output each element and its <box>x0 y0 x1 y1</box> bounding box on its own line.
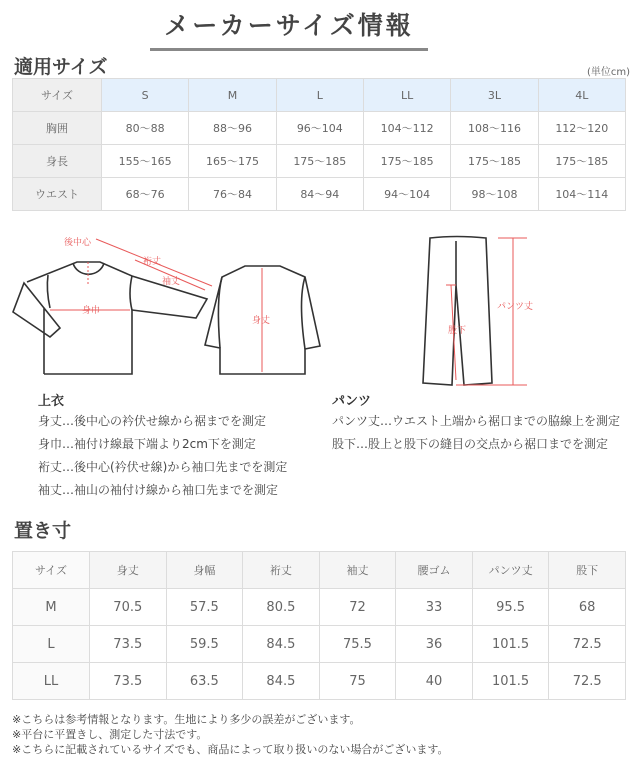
tops-line: 身丈…後中心の衿伏せ線から裾までを測定 <box>38 414 267 428</box>
row-label: LL <box>13 663 90 700</box>
header-cell: 3L <box>451 79 538 112</box>
table-cell: 84.5 <box>243 663 320 700</box>
notes <box>12 712 448 757</box>
applicable-size-table <box>12 78 626 211</box>
header-cell: 身丈 <box>90 552 167 589</box>
pants-line: パンツ丈…ウエスト上端から裾口までの脇線上を測定 <box>332 414 621 428</box>
row-label: ウエスト <box>13 178 102 211</box>
table-cell: 57.5 <box>166 589 243 626</box>
table-cell: 80.5 <box>243 589 320 626</box>
shirt-diagram <box>0 220 330 390</box>
table-header-row <box>13 79 626 112</box>
table-row <box>13 626 626 663</box>
table-cell: 95.5 <box>472 589 549 626</box>
header-cell: S <box>102 79 189 112</box>
header-cell: L <box>276 79 363 112</box>
row-label: 身長 <box>13 145 102 178</box>
table-row <box>13 145 626 178</box>
header-cell: M <box>189 79 276 112</box>
table-cell: 175〜185 <box>451 145 538 178</box>
header-cell: 身幅 <box>166 552 243 589</box>
table-cell: 68 <box>549 589 626 626</box>
header-cell: 裄丈 <box>243 552 320 589</box>
table-cell: 72 <box>319 589 396 626</box>
table-cell: 108〜116 <box>451 112 538 145</box>
tops-description <box>38 410 287 502</box>
table-row <box>13 112 626 145</box>
table-row <box>13 663 626 700</box>
table-cell: 40 <box>396 663 473 700</box>
table-header-row <box>13 552 626 589</box>
pants-diagram <box>380 225 560 395</box>
table-cell: 73.5 <box>90 626 167 663</box>
table-cell: 72.5 <box>549 626 626 663</box>
flat-size-table <box>12 551 626 700</box>
table-cell: 63.5 <box>166 663 243 700</box>
row-label: M <box>13 589 90 626</box>
pants-description <box>332 410 620 456</box>
header-cell: サイズ <box>13 552 90 589</box>
tops-heading: 上衣 <box>38 394 65 409</box>
unit-label: (単位cm) <box>586 67 630 78</box>
table-cell: 175〜185 <box>538 145 625 178</box>
table-cell: 75 <box>319 663 396 700</box>
page-title: メーカーサイズ情報 <box>150 6 428 51</box>
header-cell: 4L <box>538 79 625 112</box>
table-cell: 36 <box>396 626 473 663</box>
table-cell: 175〜185 <box>276 145 363 178</box>
table-cell: 165〜175 <box>189 145 276 178</box>
note-line: ※こちらは参考情報となります。生地により多少の誤差がございます。 <box>12 713 361 726</box>
table-cell: 104〜114 <box>538 178 625 211</box>
table-cell: 75.5 <box>319 626 396 663</box>
header-cell: 腰ゴム <box>396 552 473 589</box>
header-cell: サイズ <box>13 79 102 112</box>
table-row <box>13 589 626 626</box>
table-cell: 68〜76 <box>102 178 189 211</box>
header-cell: 股下 <box>549 552 626 589</box>
mihaba-label: 身巾 <box>82 306 101 316</box>
table-cell: 94〜104 <box>363 178 450 211</box>
table-cell: 76〜84 <box>189 178 276 211</box>
table-cell: 101.5 <box>472 663 549 700</box>
note-line: ※平台に平置きし、測定した寸法です。 <box>12 728 208 741</box>
yuki-label: 裄丈 <box>143 257 162 267</box>
tops-line: 身巾…袖付け線最下端より2cm下を測定 <box>38 437 256 451</box>
table-cell: 84.5 <box>243 626 320 663</box>
inseam-label: 股下 <box>448 326 467 336</box>
table-cell: 80〜88 <box>102 112 189 145</box>
note-line: ※こちらに記載されているサイズでも、商品によって取り扱いのない場合がございます。 <box>12 743 449 756</box>
table-cell: 70.5 <box>90 589 167 626</box>
pants-line: 股下…股上と股下の縫目の交点から裾口までを測定 <box>332 437 609 451</box>
table-cell: 96〜104 <box>276 112 363 145</box>
table-cell: 72.5 <box>549 663 626 700</box>
table-cell: 33 <box>396 589 473 626</box>
table-cell: 88〜96 <box>189 112 276 145</box>
sode-label: 袖丈 <box>162 277 181 287</box>
table-cell: 98〜108 <box>451 178 538 211</box>
tops-line: 袖丈…袖山の袖付け線から袖口先までを測定 <box>38 483 279 497</box>
table-cell: 84〜94 <box>276 178 363 211</box>
table-row <box>13 178 626 211</box>
row-label: 胸囲 <box>13 112 102 145</box>
header-cell: パンツ丈 <box>472 552 549 589</box>
flat-size-title: 置き寸 <box>14 520 72 542</box>
table-cell: 175〜185 <box>363 145 450 178</box>
applicable-size-title: 適用サイズ <box>14 56 108 78</box>
table-cell: 59.5 <box>166 626 243 663</box>
mitake-label: 身丈 <box>252 316 271 326</box>
table-cell: 101.5 <box>472 626 549 663</box>
tops-line: 裄丈…後中心(衿伏せ線)から袖口先までを測定 <box>38 460 288 474</box>
table-cell: 104〜112 <box>363 112 450 145</box>
pants-heading: パンツ <box>332 394 372 409</box>
back-center-label: 後中心 <box>64 238 92 248</box>
header-cell: 袖丈 <box>319 552 396 589</box>
row-label: L <box>13 626 90 663</box>
pants-length-label: パンツ丈 <box>497 302 534 312</box>
header-cell: LL <box>363 79 450 112</box>
table-cell: 155〜165 <box>102 145 189 178</box>
table-cell: 73.5 <box>90 663 167 700</box>
table-cell: 112〜120 <box>538 112 625 145</box>
